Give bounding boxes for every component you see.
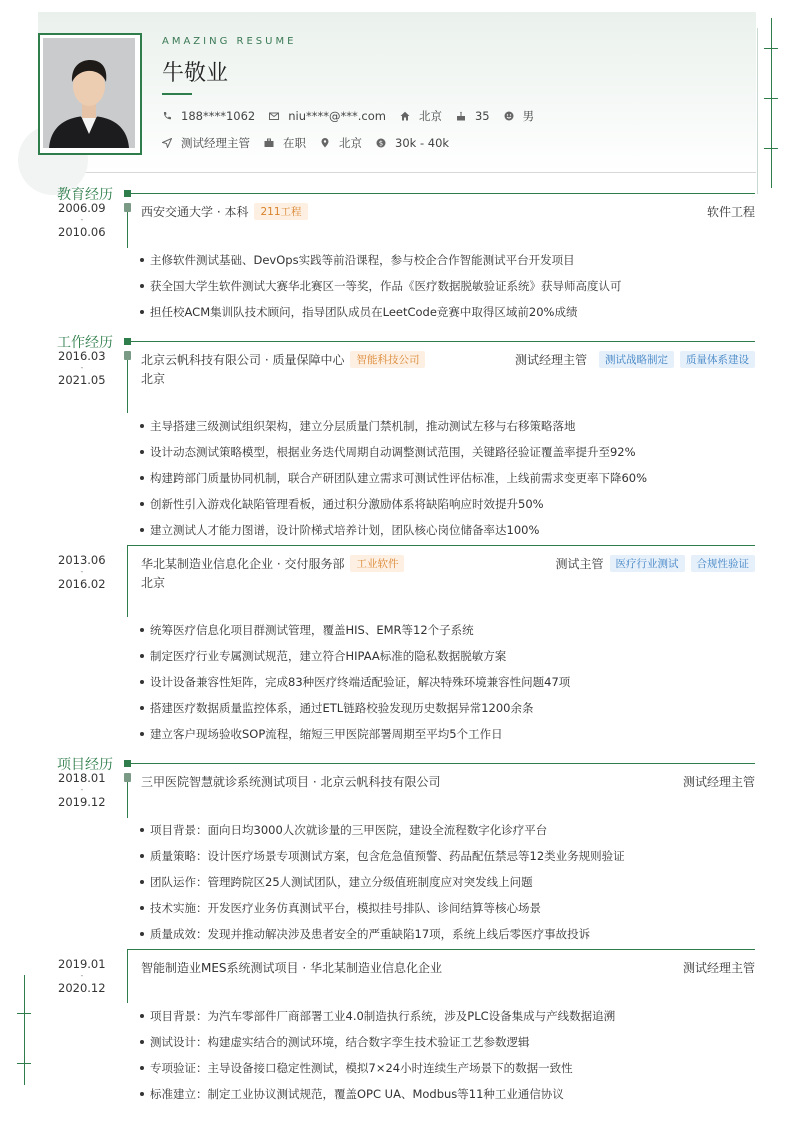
start-date: 2016.03 <box>58 349 106 363</box>
date-separator: - <box>80 215 84 224</box>
date-separator: - <box>80 785 84 794</box>
date-separator: - <box>80 363 84 372</box>
list-item: 项目背景：为汽车零部件厂商部署工业4.0制造执行系统，涉及PLC设备集成与产线数据追溯 <box>140 1009 615 1035</box>
list-item: 创新性引入游戏化缺陷管理看板，通过积分激励体系将缺陷响应时效提升50% <box>140 497 647 523</box>
list-item: 主修软件测试基础、DevOps实践等前沿课程，参与校企合作智能测试平台开发项目 <box>140 253 622 279</box>
work-date <box>58 349 106 387</box>
work-role-line <box>515 351 755 368</box>
work-company <box>141 555 404 572</box>
employment-status: 在职 <box>283 136 306 150</box>
list-item: 获全国大学生软件测试大赛华北赛区一等奖，作品《医疗数据脱敏验证系统》获导师高度认可 <box>140 279 622 305</box>
skill-tag: 测试战略制定 <box>599 351 674 368</box>
section-divider <box>127 341 755 342</box>
project-date <box>58 771 106 809</box>
section-marker <box>124 338 131 345</box>
target-city: 北京 <box>339 136 362 150</box>
education-major: 软件工程 <box>706 205 755 219</box>
work-location: 北京 <box>141 576 166 590</box>
decorative-tick <box>17 1013 31 1014</box>
company-tag: 工业软件 <box>350 555 404 572</box>
list-item: 构建跨部门质量协同机制，联合产研团队建立需求可测试性评估标准，上线前需求变更率下降60% <box>140 471 647 497</box>
expected-salary: 30k - 40k <box>395 136 450 150</box>
project-role: 测试经理主管 <box>682 961 755 975</box>
job-role: 测试主管 <box>555 557 604 571</box>
list-item: 项目背景：面向日均3000人次就诊量的三甲医院，建设全流程数字化诊疗平台 <box>140 823 625 849</box>
date-separator: - <box>80 567 84 576</box>
list-item: 制定医疗行业专属测试规范，建立符合HIPAA标准的隐私数据脱敏方案 <box>140 649 570 675</box>
section-title-projects: 项目经历 <box>57 757 113 773</box>
list-item: 建立客户现场验收SOP流程，缩短三甲医院部署周期至平均5个工作日 <box>140 727 570 753</box>
start-date: 2006.09 <box>58 201 106 215</box>
end-date: 2020.12 <box>58 981 106 995</box>
project-role: 测试经理主管 <box>682 775 755 789</box>
end-date: 2021.05 <box>58 373 106 387</box>
email-address: niu****@***.com <box>288 109 386 123</box>
company-name: 华北某制造业信息化企业 · 交付服务部 <box>141 557 345 571</box>
money-icon <box>376 138 386 148</box>
contact-info-row <box>162 108 548 124</box>
company-tag: 智能科技公司 <box>350 351 425 368</box>
send-icon <box>162 138 172 148</box>
list-item: 专项验证：主导设备接口稳定性测试，模拟7×24小时连续生产场景下的数据一致性 <box>140 1061 615 1087</box>
mail-icon <box>269 111 279 121</box>
list-item: 质量策略：设计医疗场景专项测试方案，包含危急值预警、药品配伍禁忌等12类业务规则验证 <box>140 849 625 875</box>
list-item: 统筹医疗信息化项目群测试管理，覆盖HIS、EMR等12个子系统 <box>140 623 570 649</box>
list-item: 搭建医疗数据质量监控体系，通过ETL链路校验发现历史数据异常1200余条 <box>140 701 570 727</box>
end-date: 2010.06 <box>58 225 106 239</box>
phone-info <box>162 109 255 123</box>
list-item: 设计设备兼容性矩阵，完成83种医疗终端适配验证，解决特殊环境兼容性问题47项 <box>140 675 570 701</box>
home-icon <box>400 111 410 121</box>
start-date: 2019.01 <box>58 957 106 971</box>
work-location: 北京 <box>141 372 166 386</box>
timeline-line <box>127 782 128 818</box>
section-divider <box>127 193 755 194</box>
work-date <box>58 553 106 591</box>
work-bullets <box>140 419 647 549</box>
target-city-info <box>320 135 362 151</box>
list-item: 建立测试人才能力图谱，设计阶梯式培养计划，团队核心岗位储备率达100% <box>140 523 647 549</box>
start-date: 2018.01 <box>58 771 106 785</box>
project-name: 智能制造业MES系统测试项目 · 华北某制造业信息化企业 <box>141 961 442 975</box>
cake-icon <box>456 111 466 121</box>
age-info <box>456 109 490 123</box>
education-date <box>58 201 106 239</box>
school-name: 西安交通大学 · 本科 <box>141 205 249 219</box>
target-position-info <box>162 135 250 151</box>
school-tag: 211工程 <box>254 203 307 220</box>
education-bullets <box>140 253 622 331</box>
list-item: 主导搭建三级测试组织架构，建立分层质量门禁机制，推动测试左移与右移策略落地 <box>140 419 647 445</box>
section-title-work: 工作经历 <box>57 335 113 351</box>
candidate-name: 牛敬业 <box>162 61 229 86</box>
work-bullets <box>140 623 570 753</box>
decorative-line <box>24 975 25 1085</box>
location-pin-icon <box>320 138 330 148</box>
job-role: 测试经理主管 <box>514 353 587 367</box>
list-item: 标准建立：制定工业协议测试规范，覆盖OPC UA、Modbus等11种工业通信协议 <box>140 1087 615 1113</box>
section-divider <box>127 763 755 764</box>
decorative-tick <box>764 98 778 99</box>
skill-tag: 医疗行业测试 <box>610 555 685 572</box>
avatar <box>38 33 142 155</box>
gender-info <box>504 108 535 124</box>
skill-tag: 质量体系建设 <box>680 351 755 368</box>
list-item: 团队运作：管理跨院区25人测试团队，建立分级值班制度应对突发线上问题 <box>140 875 625 901</box>
briefcase-icon <box>264 138 274 148</box>
decorative-tick <box>17 1063 31 1064</box>
work-company <box>141 351 425 368</box>
date-separator: - <box>80 971 84 980</box>
section-marker <box>124 760 131 767</box>
gender-value: 男 <box>522 109 535 123</box>
work-role-line <box>555 555 755 572</box>
education-school <box>141 203 308 220</box>
list-item: 设计动态测试策略模型，根据业务迭代周期自动调整测试范围，关键路径验证覆盖率提升至92% <box>140 445 647 471</box>
smile-icon <box>504 111 514 121</box>
timeline-line <box>127 360 128 413</box>
city-info <box>400 108 442 124</box>
project-date <box>58 957 106 995</box>
project-bullets <box>140 823 625 953</box>
project-name: 三甲医院智慧就诊系统测试项目 · 北京云帆科技有限公司 <box>141 775 441 789</box>
target-position: 测试经理主管 <box>181 136 250 150</box>
start-date: 2013.06 <box>58 553 106 567</box>
end-date: 2016.02 <box>58 577 106 591</box>
skill-tag: 合规性验证 <box>691 555 756 572</box>
profile-photo <box>43 38 135 148</box>
project-bullets <box>140 1009 615 1113</box>
timeline-line <box>127 212 128 248</box>
timeline-node <box>124 773 131 782</box>
phone-number: 188****1062 <box>181 109 256 123</box>
section-marker <box>124 190 131 197</box>
svg-text:$: $ <box>378 139 384 148</box>
entry-divider <box>127 949 755 950</box>
age-value: 35 <box>474 109 490 123</box>
end-date: 2019.12 <box>58 795 106 809</box>
list-item: 技术实施：开发医疗业务仿真测试平台，模拟挂号排队、诊间结算等核心场景 <box>140 901 625 927</box>
status-info <box>264 135 306 151</box>
resume-tagline: AMAZING RESUME <box>162 36 297 47</box>
job-intention-row <box>162 135 463 151</box>
list-item: 担任校ACM集训队技术顾问，指导团队成员在LeetCode竞赛中取得区域前20%成绩 <box>140 305 622 331</box>
timeline-node <box>124 351 131 360</box>
list-item: 测试设计：构建虚实结合的测试环境，结合数字孪生技术验证工艺参数逻辑 <box>140 1035 615 1061</box>
timeline-line <box>127 545 128 617</box>
section-title-education: 教育经历 <box>57 187 113 203</box>
phone-icon <box>162 111 172 121</box>
decorative-line <box>771 18 772 188</box>
email-info <box>269 109 386 123</box>
decorative-tick <box>764 148 778 149</box>
timeline-line <box>127 949 128 1003</box>
company-name: 北京云帆科技有限公司 · 质量保障中心 <box>141 353 345 367</box>
timeline-node <box>124 203 131 212</box>
name-underline <box>162 93 192 95</box>
salary-info <box>376 136 449 150</box>
current-city: 北京 <box>418 109 442 123</box>
decorative-tick <box>764 48 778 49</box>
entry-divider <box>127 545 755 546</box>
list-item: 质量成效：发现并推动解决涉及患者安全的严重缺陷17项，系统上线后零医疗事故投诉 <box>140 927 625 953</box>
decorative-line <box>757 28 758 194</box>
